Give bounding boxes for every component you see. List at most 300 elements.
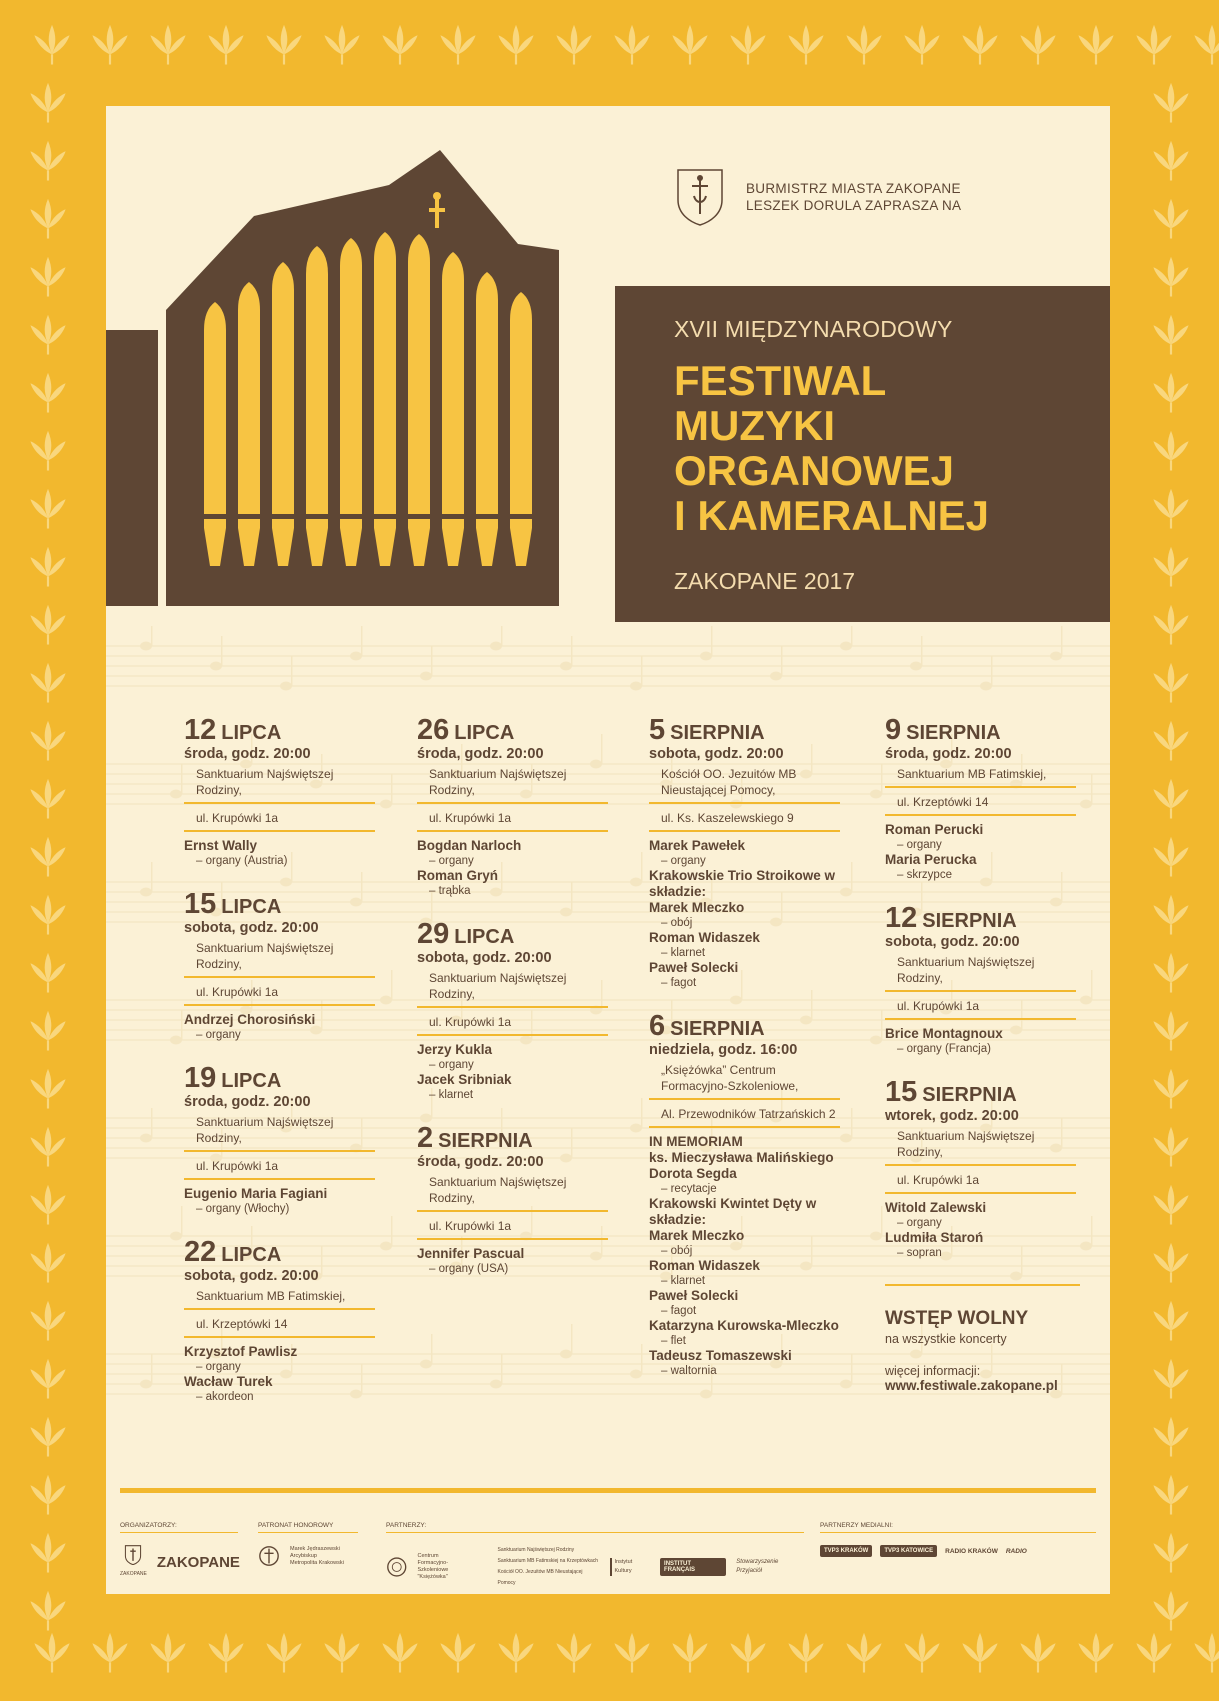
- note-stem: [881, 764, 883, 794]
- pipe-mouth: [272, 514, 294, 519]
- music-note: [1080, 1242, 1092, 1251]
- performer-name: Roman Perucki: [885, 822, 984, 837]
- performer-instrument: – klarnet: [661, 1275, 706, 1287]
- leaf-ornament: [1153, 779, 1188, 819]
- performer-name: Marek Mleczko: [649, 900, 745, 915]
- leaf-ornament: [1153, 605, 1188, 645]
- note-stem: [711, 626, 713, 656]
- event-time: sobota, godz. 20:00: [417, 950, 552, 966]
- event-card: [417, 918, 612, 1102]
- music-note: [380, 800, 392, 809]
- performer-name: Brice Montagnoux: [885, 1026, 1003, 1041]
- leaf-ornament: [440, 25, 475, 65]
- leaf-ornament: [962, 1633, 997, 1673]
- poster-paper: [106, 106, 1110, 1594]
- partners-group: [386, 1522, 804, 1589]
- memoriam-dedication: ks. Mieczysława Malińskiego: [649, 1150, 834, 1165]
- ensemble-name: Krakowskie Trio Stroikowe w składzie:: [649, 868, 836, 899]
- website-link[interactable]: www.festiwale.zakopane.pl: [885, 1378, 1058, 1393]
- performer-instrument: – organy: [196, 1029, 241, 1041]
- divider: [885, 1284, 1080, 1286]
- title-line: MUZYKI: [674, 402, 835, 449]
- music-note: [870, 790, 882, 799]
- performer-instrument: – organy: [429, 855, 474, 867]
- title-line: ORGANOWEJ: [674, 447, 955, 494]
- event-time: środa, godz. 20:00: [184, 1094, 311, 1110]
- music-note: [1080, 996, 1092, 1005]
- performer-instrument: – fagot: [661, 1305, 697, 1317]
- leaf-ornament: [1078, 25, 1113, 65]
- leaf-ornament: [1153, 721, 1188, 761]
- event-card: [417, 714, 612, 898]
- leaf-ornament: [1153, 199, 1188, 239]
- music-note: [630, 682, 642, 691]
- music-note: [560, 662, 572, 671]
- leaf-ornament: [556, 25, 591, 65]
- leaf-ornament: [30, 373, 65, 413]
- leaf-ornament: [30, 141, 65, 181]
- leaf-ornament: [30, 721, 65, 761]
- leaf-ornament: [1020, 1633, 1055, 1673]
- radio-logo: RADIO: [1005, 1547, 1027, 1555]
- leaf-ornament: [34, 25, 69, 65]
- performer-name: Dorota Segda: [649, 1166, 737, 1181]
- event-venue: Sanktuarium Najświętszej Rodziny,: [885, 1125, 1076, 1166]
- leaf-ornament: [1153, 431, 1188, 471]
- leaf-ornament: [30, 953, 65, 993]
- music-note: [560, 1350, 572, 1359]
- music-note: [630, 1370, 642, 1379]
- leaf-ornament: [382, 1633, 417, 1673]
- leaf-ornament: [208, 25, 243, 65]
- leaf-ornament: [788, 25, 823, 65]
- title-line: I KAMERALNEJ: [674, 492, 990, 539]
- leaf-ornament: [1153, 547, 1188, 587]
- leaf-ornament: [30, 1417, 65, 1457]
- performer-name: Jennifer Pascual: [417, 1246, 525, 1261]
- event-venue: Sanktuarium Najświętszej Rodziny,: [184, 1111, 375, 1152]
- leaf-ornament: [1153, 837, 1188, 877]
- event-date: 12 SIERPNIA: [885, 902, 1017, 934]
- leaf-ornament: [30, 547, 65, 587]
- leaf-ornament: [30, 1069, 65, 1109]
- pipe-mouth: [374, 514, 396, 519]
- leaf-ornament: [266, 25, 301, 65]
- event-venue: Sanktuarium Najświętszej Rodziny,: [184, 937, 375, 978]
- performer-instrument: – organy (Francja): [897, 1043, 991, 1055]
- music-note: [870, 1232, 882, 1241]
- event-time: sobota, godz. 20:00: [649, 746, 784, 762]
- more-info-label: więcej informacji:: [885, 1364, 981, 1378]
- event-date: 9 SIERPNIA: [885, 714, 1001, 746]
- music-note: [280, 682, 292, 691]
- leaf-ornament: [266, 1633, 301, 1673]
- note-stem: [641, 1098, 643, 1128]
- patron-name: Marek Jędraszewski: [290, 1545, 340, 1552]
- event-venue: Sanktuarium Najświętszej Rodziny,: [417, 967, 608, 1008]
- music-note: [770, 672, 782, 681]
- leaf-ornament: [1153, 1185, 1188, 1225]
- leaf-ornament: [1153, 83, 1188, 123]
- performer-instrument: – organy (Włochy): [196, 1203, 290, 1215]
- note-stem: [181, 1206, 183, 1236]
- event-time: wtorek, godz. 20:00: [885, 1108, 1019, 1124]
- leaf-ornament: [672, 1633, 707, 1673]
- leaf-ornament: [30, 605, 65, 645]
- event-address: ul. Krupówki 1a: [885, 992, 1076, 1020]
- leaf-ornament: [962, 25, 997, 65]
- event-card: [885, 902, 1080, 1056]
- music-note: [170, 790, 182, 799]
- leaf-ornament: [1136, 25, 1171, 65]
- event-card: [885, 714, 1080, 882]
- partner-text: Formacyjno-Szkoleniowe: [417, 1560, 449, 1573]
- pipe-mouth: [204, 514, 226, 519]
- leaf-ornament: [30, 1591, 65, 1631]
- leaf-ornament: [150, 25, 185, 65]
- leaf-ornament: [1020, 25, 1055, 65]
- ksiezowka-logo-icon: [386, 1556, 407, 1578]
- leaf-ornament: [730, 1633, 765, 1673]
- music-note: [1050, 652, 1062, 661]
- leaf-ornament: [904, 1633, 939, 1673]
- institut-francais-logo: INSTITUT FRANÇAIS: [660, 1558, 726, 1576]
- free-entry-subtitle: na wszystkie koncerty: [885, 1332, 1007, 1346]
- performer-name: Bogdan Narloch: [417, 838, 522, 853]
- leaf-ornament: [30, 779, 65, 819]
- performer-name: Jacek Sribniak: [417, 1072, 512, 1087]
- leaf-ornament: [1078, 1633, 1113, 1673]
- free-entry-title: WSTĘP WOLNY: [885, 1308, 1029, 1329]
- leaf-ornament: [1153, 1011, 1188, 1051]
- leaf-ornament: [30, 1475, 65, 1515]
- pipe-mouth: [306, 514, 328, 519]
- event-card: [649, 1010, 844, 1378]
- performer-instrument: – akordeon: [196, 1391, 254, 1403]
- note-stem: [851, 626, 853, 646]
- music-note: [170, 1036, 182, 1045]
- performer-name: Wacław Turek: [184, 1374, 273, 1389]
- leaf-ornament: [1153, 895, 1188, 935]
- organizers-group: [120, 1522, 238, 1579]
- music-note: [980, 682, 992, 691]
- performer-instrument: – organy: [661, 855, 706, 867]
- performer-instrument: – flet: [661, 1335, 686, 1347]
- leaf-ornament: [30, 1533, 65, 1573]
- note-stem: [501, 1354, 503, 1384]
- event-time: środa, godz. 20:00: [184, 746, 311, 762]
- music-note: [630, 878, 642, 887]
- leaf-ornament: [324, 25, 359, 65]
- event-date: 19 LIPCA: [184, 1062, 282, 1094]
- performer-instrument: – recytacje: [661, 1183, 717, 1195]
- event-time: sobota, godz. 20:00: [184, 1268, 319, 1284]
- organ-pipe: [272, 262, 294, 566]
- event-address: ul. Krupówki 1a: [417, 1212, 608, 1240]
- note-stem: [431, 1334, 433, 1364]
- music-note: [380, 1242, 392, 1251]
- leaf-ornament: [788, 1633, 823, 1673]
- performer-name: Roman Widaszek: [649, 1258, 760, 1273]
- event-address: ul. Krupówki 1a: [184, 804, 375, 832]
- performer-instrument: – organy (Austria): [196, 855, 288, 867]
- leaf-ornament: [1153, 953, 1188, 993]
- performer-instrument: – waltornia: [661, 1365, 717, 1377]
- partner-text: Sanktuarium Najświętszej Rodziny: [497, 1547, 575, 1553]
- leaf-ornament: [1153, 1127, 1188, 1167]
- note-stem: [851, 1354, 853, 1384]
- leaf-ornament: [1136, 1633, 1171, 1673]
- leaf-ornament: [324, 1633, 359, 1673]
- leaf-ornament: [1153, 1591, 1188, 1631]
- note-stem: [181, 1010, 183, 1040]
- title-line: FESTIWAL: [674, 357, 887, 404]
- music-note: [140, 1380, 152, 1389]
- tvp3-krakow-logo: TVP3 KRAKÓW: [820, 1545, 872, 1557]
- event-time: niedziela, godz. 16:00: [649, 1042, 798, 1058]
- event-venue: Sanktuarium Najświętszej Rodziny,: [417, 1171, 608, 1212]
- leaf-ornament: [1194, 1633, 1219, 1673]
- leaf-ornament: [498, 25, 533, 65]
- organ-illustration: [106, 150, 576, 662]
- leaf-ornament: [30, 1185, 65, 1225]
- event-venue: Sanktuarium MB Fatimskiej,: [885, 763, 1076, 788]
- event-date: 15 SIERPNIA: [885, 1076, 1017, 1108]
- music-note: [420, 672, 432, 681]
- music-note: [140, 1134, 152, 1143]
- pipe-mouth: [442, 514, 464, 519]
- performer-instrument: – sopran: [897, 1247, 942, 1259]
- performer-name: Marek Mleczko: [649, 1228, 745, 1243]
- leaf-ornament: [1153, 1533, 1188, 1573]
- performer-instrument: – organy: [897, 1217, 942, 1229]
- note-stem: [641, 656, 643, 686]
- performer-name: Paweł Solecki: [649, 1288, 739, 1303]
- performer-name: Maria Perucka: [885, 852, 977, 867]
- event-date: 29 LIPCA: [417, 918, 515, 950]
- event-venue: Sanktuarium Najświętszej Rodziny,: [184, 763, 375, 804]
- leaf-ornament: [30, 1243, 65, 1283]
- partner-text: Kościół OO. Jezuitów MB Nieustającej Pomocy: [497, 1569, 583, 1586]
- performer-name: Roman Gryń: [417, 868, 499, 883]
- archbishop-crest-icon: [258, 1545, 280, 1567]
- leaf-ornament: [1153, 257, 1188, 297]
- leaf-ornament: [30, 837, 65, 877]
- leaf-ornament: [440, 1633, 475, 1673]
- event-card: [649, 714, 844, 990]
- event-address: ul. Krzeptówki 14: [184, 1310, 375, 1338]
- leaf-ornament: [556, 1633, 591, 1673]
- note-stem: [1091, 970, 1093, 1000]
- event-date: 22 LIPCA: [184, 1236, 282, 1268]
- event-venue: Sanktuarium Najświętszej Rodziny,: [885, 951, 1076, 992]
- note-stem: [881, 1206, 883, 1236]
- note-stem: [1091, 774, 1093, 804]
- performer-instrument: – organy: [429, 1059, 474, 1071]
- performer-name: Andrzej Chorosiński: [184, 1012, 316, 1027]
- performer-name: Jerzy Kukla: [417, 1042, 493, 1057]
- note-stem: [641, 1344, 643, 1374]
- leaf-ornament: [208, 1633, 243, 1673]
- performer-instrument: – organy: [897, 839, 942, 851]
- note-stem: [921, 636, 923, 666]
- leaf-ornament: [30, 315, 65, 355]
- event-date: 15 LIPCA: [184, 888, 282, 920]
- performer-name: Krzysztof Pawlisz: [184, 1344, 298, 1359]
- music-note: [170, 1232, 182, 1241]
- leaf-ornament: [30, 257, 65, 297]
- script-logo: Stowarzyszenie Przyjaciół: [736, 1559, 779, 1574]
- event-time: sobota, godz. 20:00: [184, 920, 319, 936]
- leaf-ornament: [34, 1633, 69, 1673]
- leaf-ornament: [1153, 1475, 1188, 1515]
- leaf-ornament: [1153, 1417, 1188, 1457]
- pipe-mouth: [408, 514, 430, 519]
- edition-label: XVII MIĘDZYNARODOWY: [674, 316, 953, 342]
- patronage-group: [258, 1522, 358, 1567]
- schedule-column-2: [417, 714, 612, 1300]
- event-address: ul. Krupówki 1a: [417, 1008, 608, 1036]
- performer-instrument: – trąbka: [429, 885, 471, 897]
- note-stem: [391, 1216, 393, 1246]
- tvp3-katowice-logo: TVP3 KATOWICE: [880, 1545, 937, 1557]
- leaf-ornament: [614, 1633, 649, 1673]
- partner-text: "Księżówka": [417, 1574, 448, 1580]
- event-venue: Sanktuarium Najświętszej Rodziny,: [417, 763, 608, 804]
- leaf-ornament: [1153, 373, 1188, 413]
- event-address: ul. Krupówki 1a: [417, 804, 608, 832]
- music-note: [490, 1380, 502, 1389]
- leaf-ornament: [1153, 663, 1188, 703]
- patron-title: Metropolita Krakowski: [290, 1559, 344, 1566]
- sponsor-logos: [120, 1522, 1096, 1586]
- performer-instrument: – obój: [661, 917, 693, 929]
- leaf-ornament: [846, 25, 881, 65]
- festival-title: [674, 358, 989, 538]
- leaf-ornament: [30, 431, 65, 471]
- pipe-mouth: [340, 514, 362, 519]
- event-date: 6 SIERPNIA: [649, 1010, 765, 1042]
- performer-name: Ludmiła Staroń: [885, 1230, 984, 1245]
- leaf-ornament: [92, 1633, 127, 1673]
- performer-instrument: – obój: [661, 1245, 693, 1257]
- note-stem: [851, 1108, 853, 1138]
- zakopane-small-label: ZAKOPANE: [120, 1571, 147, 1577]
- event-card: [184, 888, 379, 1042]
- ensemble-name: Krakowski Kwintet Dęty w składzie:: [649, 1196, 817, 1227]
- performer-name: Marek Pawełek: [649, 838, 746, 853]
- note-stem: [781, 646, 783, 676]
- music-note: [700, 652, 712, 661]
- music-note: [210, 662, 222, 671]
- note-stem: [641, 852, 643, 882]
- event-address: ul. Krupówki 1a: [184, 978, 375, 1006]
- event-venue: „Księżówka” Centrum Formacyjno-Szkoleniowe,: [649, 1059, 840, 1100]
- leaf-ornament: [150, 1633, 185, 1673]
- leaf-ornament: [672, 25, 707, 65]
- leaf-ornament: [30, 1011, 65, 1051]
- festival-title-box: [615, 286, 1110, 622]
- event-address: ul. Krupówki 1a: [184, 1152, 375, 1180]
- music-note: [140, 888, 152, 897]
- music-note: [420, 1360, 432, 1369]
- partner-text: Sanktuarium MB Fatimskiej na Krzeptówkach: [497, 1558, 599, 1564]
- mayor-line: BURMISTRZ MIASTA ZAKOPANE: [746, 181, 961, 196]
- music-note: [870, 1036, 882, 1045]
- leaf-ornament: [846, 1633, 881, 1673]
- event-time: środa, godz. 20:00: [417, 1154, 544, 1170]
- performer-instrument: – klarnet: [661, 947, 706, 959]
- performer-instrument: – skrzypce: [897, 869, 952, 881]
- note-stem: [151, 1108, 153, 1138]
- note-stem: [391, 970, 393, 1000]
- leaf-ornament: [1153, 1243, 1188, 1283]
- note-stem: [851, 862, 853, 892]
- note-stem: [881, 1010, 883, 1040]
- music-note: [1080, 800, 1092, 809]
- leaf-ornament: [30, 1301, 65, 1341]
- patronage-label: PATRONAT HONOROWY: [258, 1522, 358, 1533]
- organ-pipe: [510, 292, 532, 566]
- leaf-ornament: [30, 663, 65, 703]
- performer-instrument: – organy (USA): [429, 1263, 509, 1275]
- city-invitation: [676, 168, 961, 226]
- event-card: [417, 1122, 612, 1276]
- leaf-ornament: [92, 25, 127, 65]
- note-stem: [391, 774, 393, 804]
- performer-name: Katarzyna Kurowska-Mleczko: [649, 1318, 839, 1333]
- pipe-mouth: [476, 514, 498, 519]
- pipe-mouth: [238, 514, 260, 519]
- leaf-ornament: [730, 25, 765, 65]
- zakopane-coat-of-arms-icon: [676, 168, 724, 226]
- leaf-ornament: [1153, 1301, 1188, 1341]
- performer-instrument: – fagot: [661, 977, 697, 989]
- schedule-column-4: [885, 714, 1080, 1393]
- organizers-label: ORGANIZATORZY:: [120, 1522, 238, 1533]
- leaf-ornament: [30, 1359, 65, 1399]
- zakopane-coat-icon: [124, 1545, 142, 1565]
- patron-title: Arcybiskup: [290, 1552, 317, 1559]
- performer-instrument: – klarnet: [429, 1089, 474, 1101]
- event-address: ul. Krupówki 1a: [885, 1166, 1076, 1194]
- leaf-ornament: [30, 489, 65, 529]
- leaf-ornament: [1153, 1069, 1188, 1109]
- event-date: 26 LIPCA: [417, 714, 515, 746]
- performer-name: Eugenio Maria Fagiani: [184, 1186, 328, 1201]
- partners-label: PARTNERZY:: [386, 1522, 804, 1533]
- event-time: sobota, godz. 20:00: [885, 934, 1020, 950]
- media-partners-label: PARTNERZY MEDIALNI:: [820, 1522, 1096, 1533]
- leaf-ornament: [1153, 141, 1188, 181]
- note-stem: [991, 656, 993, 686]
- leaf-ornament: [904, 25, 939, 65]
- leaf-ornament: [498, 1633, 533, 1673]
- memoriam-title: IN MEMORIAM: [649, 1134, 743, 1149]
- note-stem: [571, 1324, 573, 1354]
- performer-name: Tadeusz Tomaszewski: [649, 1348, 792, 1363]
- performer-name: Ernst Wally: [184, 838, 258, 853]
- leaf-ornament: [30, 1127, 65, 1167]
- note-stem: [151, 862, 153, 892]
- leaf-ornament: [1153, 1359, 1188, 1399]
- instytut-logo: Instytut Kultury: [610, 1558, 651, 1576]
- schedule-column-3: [649, 714, 844, 1402]
- radio-krakow-logo: RADIO KRAKÓW: [945, 1547, 998, 1555]
- partner-text: Centrum: [417, 1553, 439, 1559]
- event-venue: Sanktuarium MB Fatimskiej,: [184, 1285, 375, 1310]
- event-address: ul. Ks. Kaszelewskiego 9: [649, 804, 840, 832]
